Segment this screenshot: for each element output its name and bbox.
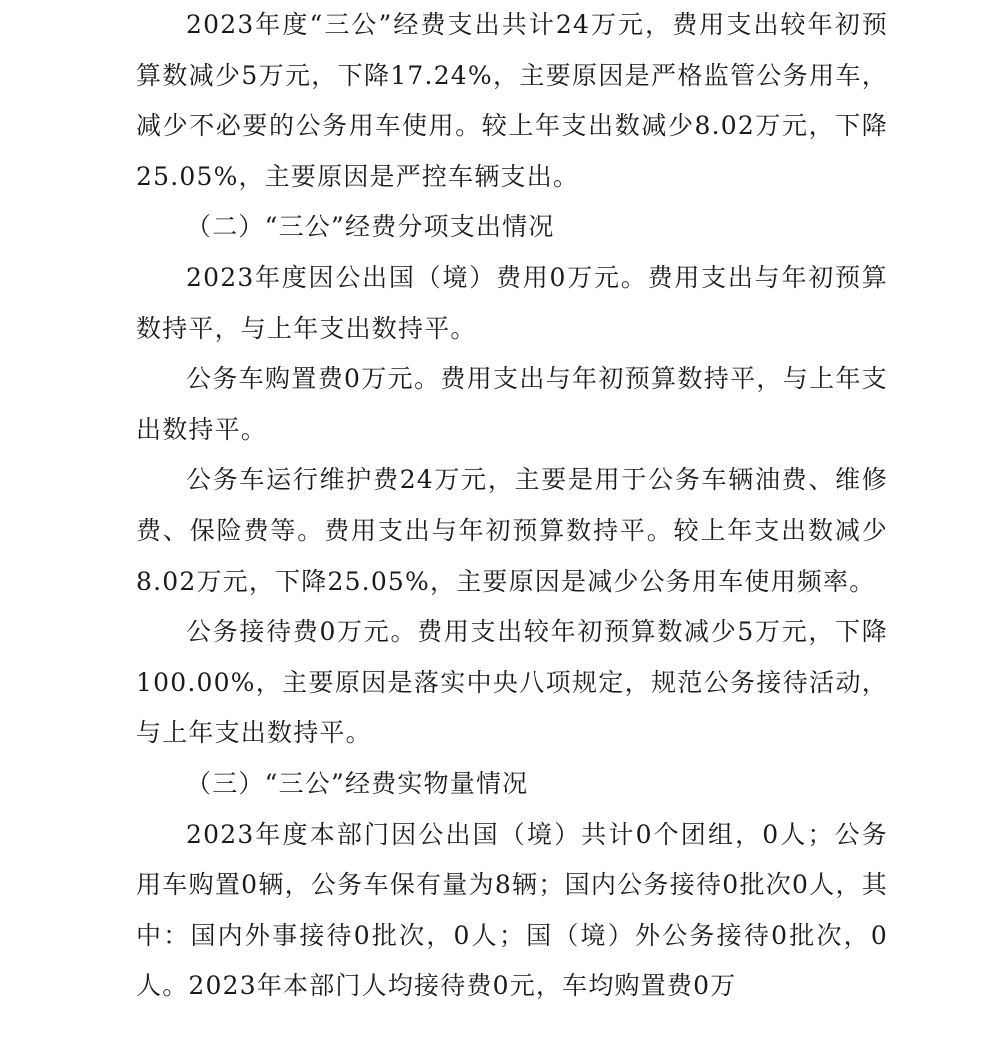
paragraph-total-expenditure: 2023年度“三公”经费支出共计24万元，费用支出较年初预算数减少5万元，下降17.24%，主要原因是严格监管公务用车，减少不必要的公务用车使用。较上年支出数减少8.02万元，下降25.05%，主要原因是严控车辆支出。 xyxy=(136,10,888,191)
paragraph-overseas-travel: 2023年度因公出国（境）费用0万元。费用支出与年初预算数持平，与上年支出数持平。 xyxy=(136,262,888,343)
paragraph-physical-quantity: 2023年度本部门因公出国（境）共计0个团组，0人；公务用车购置0辆，公务车保有量为8辆；国内公务接待0批次0人，其中：国内外事接待0批次，0人；国（境）外公务接待0批次，0人。2023年本部门人均接待费0元，车均购置费0万 xyxy=(136,819,888,1001)
paragraph-vehicle-purchase: 公务车购置费0万元。费用支出与年初预算数持平，与上年支出数持平。 xyxy=(136,364,888,444)
paragraph-reception: 公务接待费0万元。费用支出较年初预算数减少5万元，下降100.00%，主要原因是落实中央八项规定，规范公务接待活动，与上年支出数持平。 xyxy=(136,617,888,748)
section-heading-physical: （三）“三公”经费实物量情况 xyxy=(186,768,529,798)
paragraph-vehicle-maintenance: 公务车运行维护费24万元，主要是用于公务车辆油费、维修费、保险费等。费用支出与年初预算数持平。较上年支出数减少8.02万元，下降25.05%，主要原因是减少公务用车使用频率。 xyxy=(136,465,888,596)
section-heading-itemized: （二）“三公”经费分项支出情况 xyxy=(186,212,555,242)
document-page xyxy=(136,0,888,1012)
